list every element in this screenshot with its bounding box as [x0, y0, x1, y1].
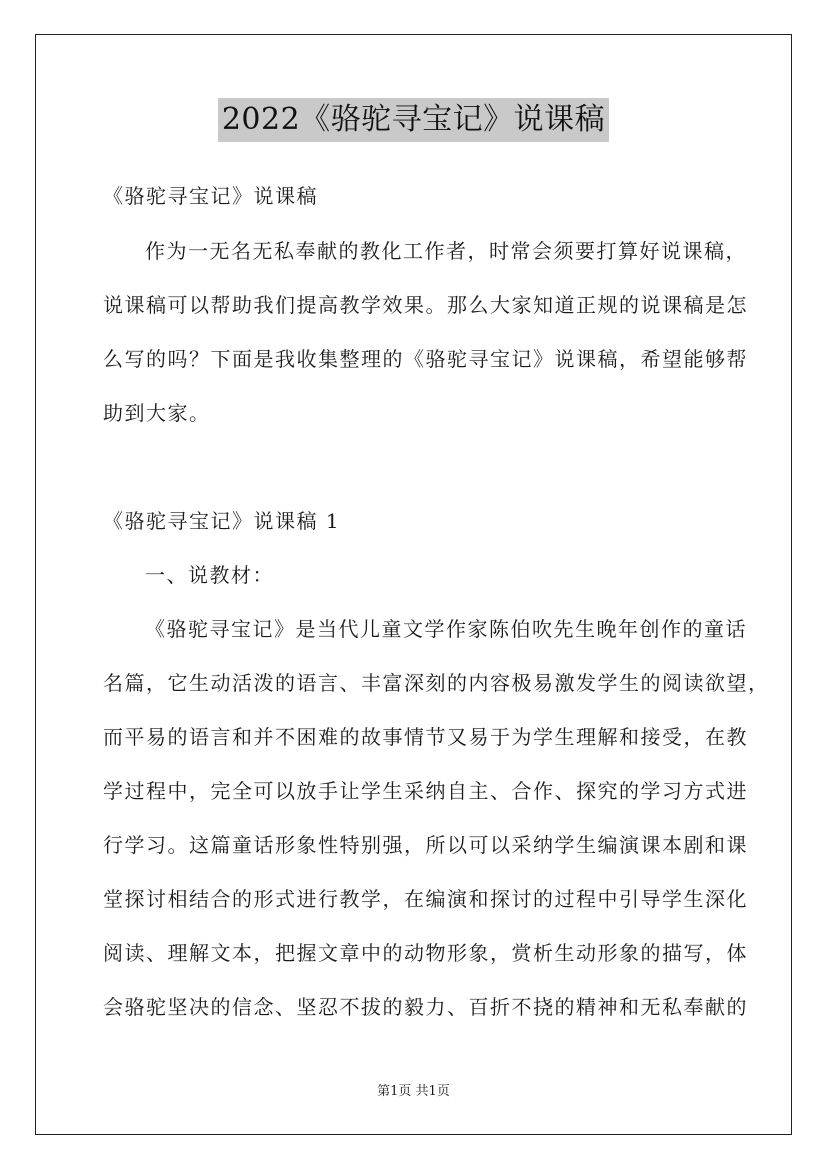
paragraph-line: 学过程中，完全可以放手让学生采纳自主、合作、探究的学习方式进 [103, 779, 748, 803]
paragraph-line: 行学习。这篇童话形象性特别强，所以可以采纳学生编演课本剧和课 [103, 833, 748, 857]
paragraph-line: 作为一无名无私奉献的教化工作者，时常会须要打算好说课稿， [145, 239, 747, 263]
subtitle: 《骆驼寻宝记》说课稿 [103, 184, 318, 208]
paragraph-line: 堂探讨相结合的形式进行教学，在编演和探讨的过程中引导学生深化 [103, 887, 748, 911]
title-container [0, 98, 827, 142]
paragraph-line: 么写的吗？下面是我收集整理的《骆驼寻宝记》说课稿，希望能够帮 [103, 347, 748, 371]
section-heading: 《骆驼寻宝记》说课稿 1 [103, 509, 341, 533]
paragraph-line: 助到大家。 [103, 401, 211, 425]
page-footer: 第1页 共1页 [377, 1084, 450, 1099]
paragraph-line: 阅读、理解文本，把握文章中的动物形象，赏析生动形象的描写，体 [103, 941, 748, 965]
paragraph-line: 会骆驼坚决的信念、坚忍不拔的毅力、百折不挠的精神和无私奉献的 [103, 995, 748, 1019]
paragraph-line: 而平易的语言和并不困难的故事情节又易于为学生理解和接受，在教 [103, 725, 748, 749]
paragraph-line: 说课稿可以帮助我们提高教学效果。那么大家知道正规的说课稿是怎 [103, 293, 748, 317]
paragraph-line: 名篇，它生动活泼的语言、丰富深刻的内容极易激发学生的阅读欲望， [103, 671, 770, 695]
paragraph-line: 《骆驼寻宝记》是当代儿童文学作家陈伯吹先生晚年创作的童话 [145, 617, 747, 641]
document-title: 2022《骆驼寻宝记》说课稿 [218, 98, 609, 142]
subsection-heading: 一、说教材： [145, 563, 274, 587]
